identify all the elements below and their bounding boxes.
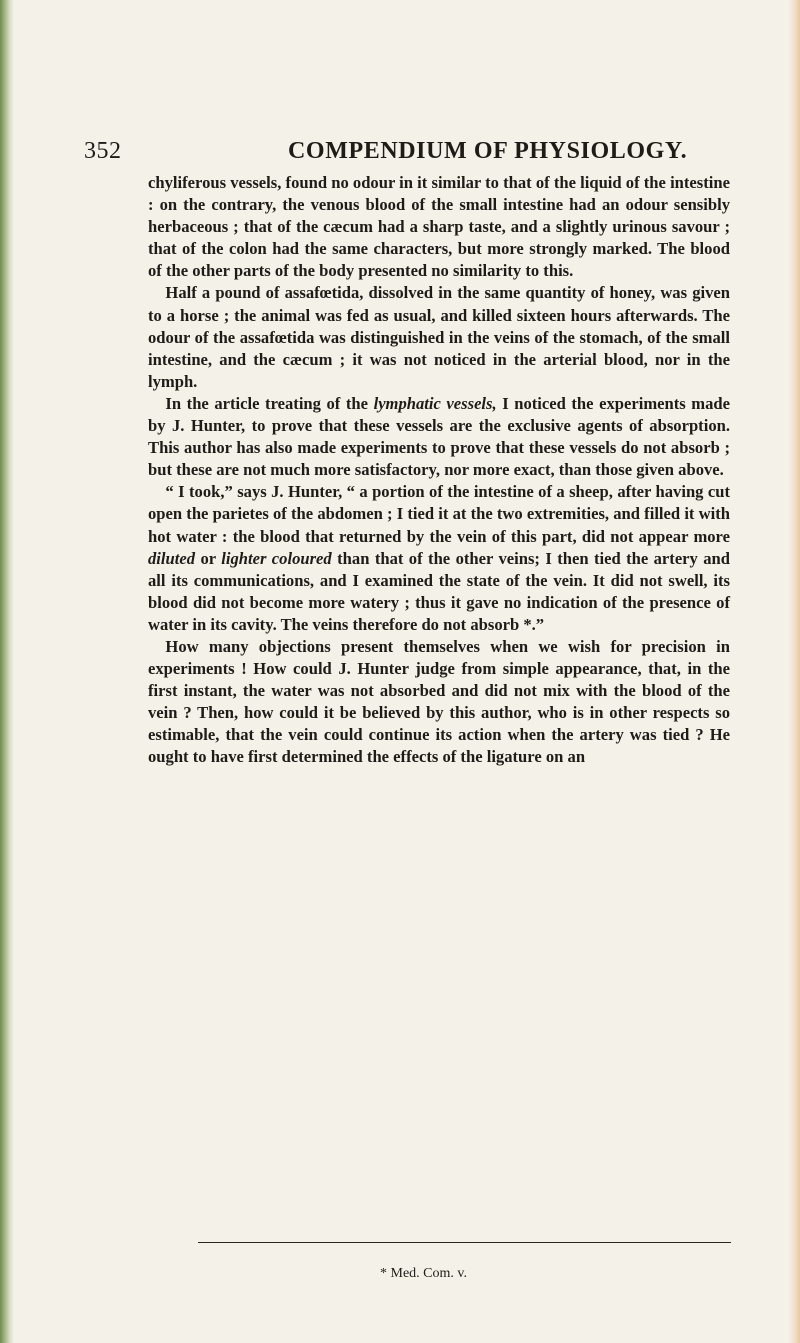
paragraph-4-italic-1: diluted: [148, 548, 196, 568]
body-text: [148, 172, 730, 769]
paragraph-5: How many objections present themselves when we wish for precision in experiments ! How could J. Hunter judge from simple appearance, that, in the first instant, the water was not absorbed and did not mix with the blood of the vein ? Then, how could it be believed by this author, who is in other respects so estimable, that the vein could continue its action when the artery was tied ? He ought to have first determined the effects of the ligature on an: [148, 636, 730, 767]
page-edge-left: [0, 0, 14, 1343]
page-number: 352: [84, 138, 122, 164]
paragraph-1: chyliferous vessels, found no odour in it similar to that of the liquid of the intestine : on the contrary, the venous blood of the small intestine had an odour sensibly herbaceous ; that of the cæcum had a sharp taste, and a slightly urinous savour ; that of the colon had the same characters, but more strongly marked. The blood of the other parts of the body presented no similarity to this.: [148, 173, 730, 281]
running-head: COMPENDIUM OF PHYSIOLOGY.: [288, 138, 688, 164]
paragraph-3-text-a: In the article treating of the: [165, 393, 374, 413]
paragraph-4-italic-2: lighter coloured: [221, 548, 332, 568]
footnote-rule: [198, 1242, 731, 1243]
footnote: * Med. Com. v.: [380, 1266, 467, 1281]
paragraph-4: [148, 481, 730, 636]
paragraph-4-text-c: than that of the other veins; I then tied the artery and all its communications, and I examined the state of the vein. It did not swell, its blood did not become more watery ; thus it gave no indication of the presence of water in its cavity. The veins therefore do not absorb *.”: [148, 548, 731, 634]
paragraph-4-text-a: “ I took,” says J. Hunter, “ a portion of the intestine of a sheep, after having cut open the parietes of the abdomen ; I tied it at the two extremities, and filled it with hot water : the blood that returned by the vein of this part, did not appear more: [148, 482, 730, 546]
page-edge-right: [788, 0, 800, 1343]
paragraph-4-text-b: or: [195, 548, 222, 568]
paragraph-3: [148, 393, 730, 481]
paragraph-3-italic: lymphatic vessels,: [373, 393, 497, 413]
paragraph-3-text-b: I noticed the experiments made by J. Hunter, to prove that these vessels are the exclusive agents of absorption. This author has also made experiments to prove that these vessels do not absorb ; but these are not much more satisfactory, nor more exact, than those given above.: [148, 393, 730, 480]
paragraph-2: Half a pound of assafœtida, dissolved in the same quantity of honey, was given to a horse ; the animal was fed as usual, and killed sixteen hours afterwards. The odour of the assafœtida was distinguished in the veins of the stomach, of the small intestine, and the cæcum ; it was not noticed in the arterial blood, nor in the lymph.: [148, 283, 730, 391]
